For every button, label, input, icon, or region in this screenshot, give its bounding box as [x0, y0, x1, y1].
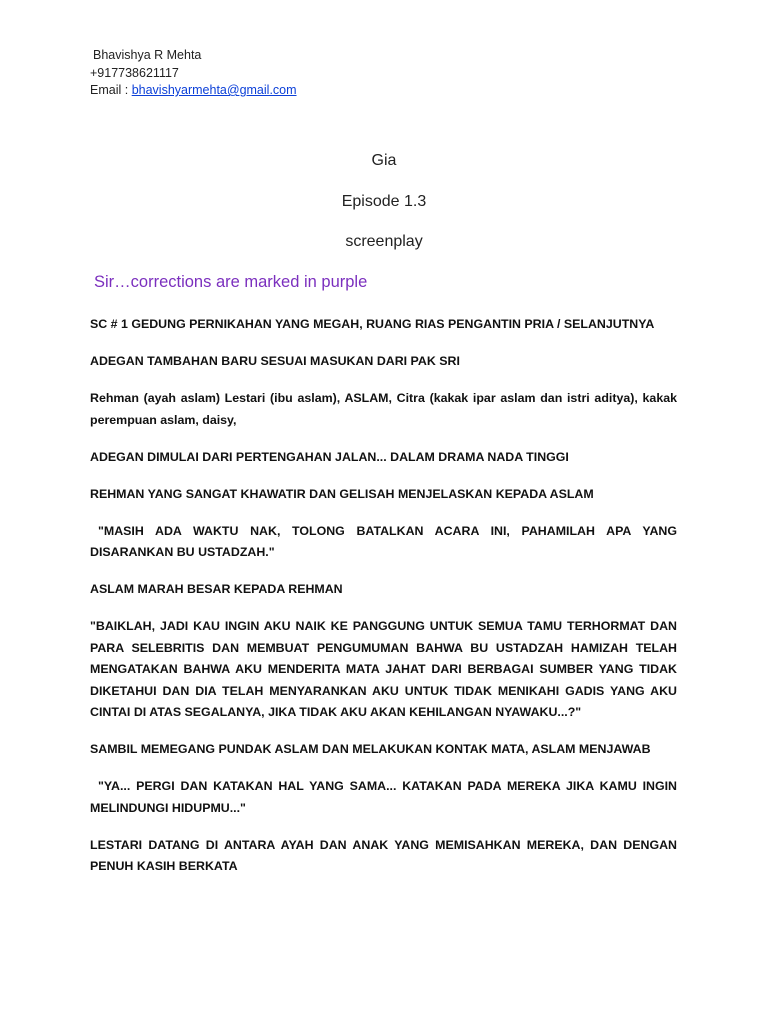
- dialogue: "BAIKLAH, JADI KAU INGIN AKU NAIK KE PANGGUNG UNTUK SEMUA TAMU TERHORMAT DAN PARA SELEBRITIS DAN MEMBUAT PENGUMUMAN BAHWA BU USTADZAH HAMIZAH TELAH MENGATAKAN BAHWA AKU MENDERITA MATA JAHAT DARI BERBAGAI SUMBER YANG TIDAK DIKETAHUI DAN DIA TELAH MENYARANKAN AKU UNTUK TIDAK MENIKAHI GADIS YANG AKU CINTAI DI ATAS SEGALANYA, JIKA TIDAK AKU AKAN KEHILANGAN NYAWAKU...?": [90, 619, 677, 719]
- author-email-line: [90, 82, 297, 100]
- author-phone: +917738621117: [90, 65, 179, 80]
- document-title: Gia: [371, 152, 397, 169]
- action-line: LESTARI DATANG DI ANTARA AYAH DAN ANAK YANG MEMISAHKAN MEREKA, DAN DENGAN PENUH KASIH BERKATA: [90, 837, 677, 873]
- email-link[interactable]: bhavishyarmehta@gmail.com: [131, 83, 297, 97]
- author-name: Bhavishya R Mehta: [93, 48, 202, 62]
- dialogue: "MASIH ADA WAKTU NAK, TOLONG BATALKAN ACARA INI, PAHAMILAH APA YANG DISARANKAN BU USTADZAH.": [90, 523, 677, 559]
- action-line: REHMAN YANG SANGAT KHAWATIR DAN GELISAH MENJELASKAN KEPADA ASLAM: [90, 486, 594, 501]
- scene-heading: SC # 1 GEDUNG PERNIKAHAN YANG MEGAH, RUANG RIAS PENGANTIN PRIA / SELANJUTNYA: [90, 317, 655, 331]
- corrections-note: Sir…corrections are marked in purple: [94, 273, 368, 291]
- screenplay-body: [90, 314, 677, 893]
- dialogue: "YA... PERGI DAN KATAKAN HAL YANG SAMA... KATAKAN PADA MEREKA JIKA KAMU INGIN MELINDUNGI HIDUPMU...": [90, 779, 677, 815]
- action-line: SAMBIL MEMEGANG PUNDAK ASLAM DAN MELAKUKAN KONTAK MATA, ASLAM MENJAWAB: [90, 742, 651, 756]
- contact-block: [90, 47, 297, 100]
- action-line: ASLAM MARAH BESAR KEPADA REHMAN: [90, 582, 343, 596]
- episode-label: Episode 1.3: [341, 193, 427, 210]
- cast-list: Rehman (ayah aslam) Lestari (ibu aslam), ASLAM, Citra (kakak ipar aslam dan istri aditya), kakak perempuan aslam, daisy,: [90, 391, 677, 427]
- scene-note: ADEGAN TAMBAHAN BARU SESUAI MASUKAN DARI PAK SRI: [90, 354, 460, 368]
- document-type: screenplay: [345, 233, 423, 250]
- email-label: Email :: [90, 83, 132, 97]
- action-line: ADEGAN DIMULAI DARI PERTENGAHAN JALAN... DALAM DRAMA NADA TINGGI: [90, 449, 569, 464]
